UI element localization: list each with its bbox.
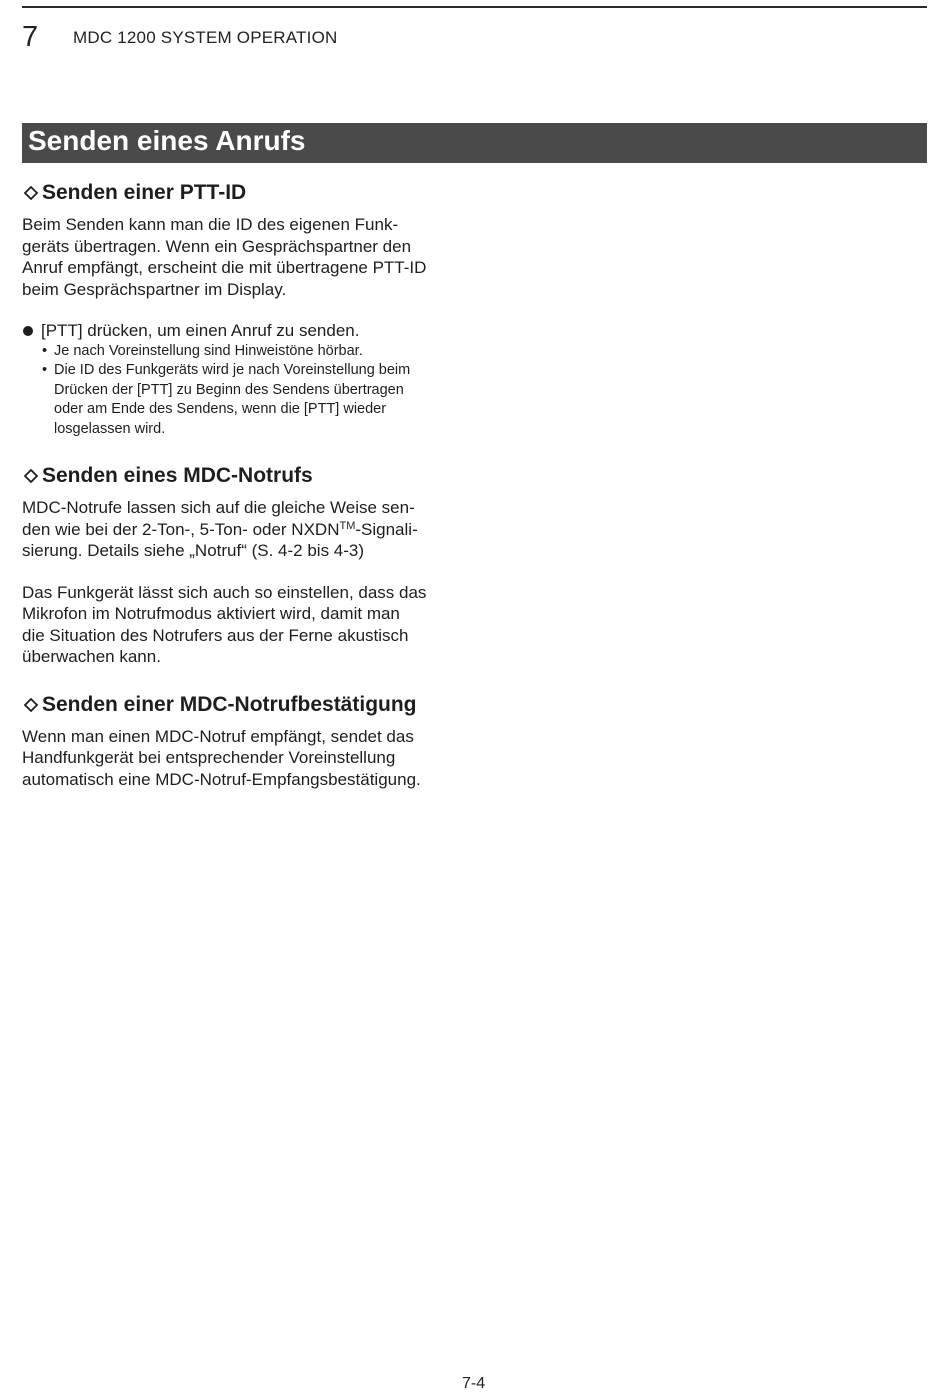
bullet-dot-icon: • bbox=[42, 342, 48, 359]
subheading-text: Senden einer PTT-ID bbox=[42, 181, 247, 204]
sub-bullet-text bbox=[54, 361, 410, 439]
text-line: MDC-Notrufe lassen sich auf die gleiche Weise sen- bbox=[22, 498, 415, 517]
text-line: überwachen kann. bbox=[22, 647, 161, 666]
trademark-superscript: TM bbox=[339, 519, 356, 532]
chapter-number: 7 bbox=[22, 21, 39, 53]
text-line: Handfunkgerät bei entsprechender Voreinstellung bbox=[22, 748, 396, 767]
text-line: automatisch eine MDC-Notruf-Empfangsbestätigung. bbox=[22, 769, 421, 789]
text-line: sierung. Details siehe „Notruf“ (S. 4-2 bis 4-3) bbox=[22, 541, 365, 560]
subheading-text: Senden eines MDC-Notrufs bbox=[42, 464, 313, 487]
bullet-item bbox=[22, 320, 452, 342]
text-line: die Situation des Notrufers aus der Ferne akustisch bbox=[22, 625, 409, 645]
text-line: Beim Senden kann man die ID des eigenen Funk- bbox=[22, 215, 399, 234]
bullet-text: [PTT] drücken, um einen Anruf zu senden. bbox=[41, 321, 360, 340]
bullet-dot-icon: • bbox=[42, 362, 48, 378]
paragraph bbox=[22, 582, 452, 668]
sub-bullet-item bbox=[42, 361, 452, 439]
text-line: Das Funkgerät lässt sich auch so einstellen, dass das bbox=[22, 582, 427, 602]
text-line: Drücken der [PTT] zu Beginn des Sendens übertragen bbox=[54, 381, 404, 398]
diamond-outline-icon bbox=[24, 186, 38, 200]
sub-bullet-item bbox=[42, 342, 452, 362]
text-line: losgelassen wird. bbox=[54, 420, 166, 437]
paragraph bbox=[22, 214, 452, 300]
main-content bbox=[22, 180, 452, 790]
filled-circle-icon bbox=[23, 326, 33, 336]
text-line: oder am Ende des Sendens, wenn die [PTT] wieder bbox=[54, 401, 387, 417]
diamond-outline-icon bbox=[24, 698, 38, 712]
text-line: Wenn man einen MDC-Notruf empfängt, sendet das bbox=[22, 726, 414, 746]
subheading-mdc-notrufbestaetigung bbox=[22, 692, 452, 718]
paragraph bbox=[22, 497, 452, 562]
diamond-outline-icon bbox=[24, 469, 38, 483]
text-line: Die ID des Funkgeräts wird je nach Voreinstellung beim bbox=[54, 362, 411, 378]
top-rule bbox=[22, 6, 927, 8]
text-line: geräts übertragen. Wenn ein Gesprächspartner den bbox=[22, 236, 412, 256]
text-line: Anruf empfängt, erscheint die mit übertragene PTT-ID bbox=[22, 258, 427, 277]
paragraph bbox=[22, 726, 452, 791]
subheading-text: Senden einer MDC-Notrufbestätigung bbox=[42, 692, 417, 716]
sub-bullet-text: Je nach Voreinstellung sind Hinweistöne hörbar. bbox=[54, 342, 363, 359]
chapter-title: MDC 1200 SYSTEM OPERATION bbox=[73, 28, 338, 47]
section-title: Senden eines Anrufs bbox=[28, 125, 306, 156]
text-segment: -Signali- bbox=[355, 519, 418, 539]
subheading-mdc-notruf bbox=[22, 463, 452, 489]
text-line: beim Gesprächspartner im Display. bbox=[22, 279, 287, 299]
text-line: Mikrofon im Notrufmodus aktiviert wird, damit man bbox=[22, 604, 400, 623]
page-number: 7-4 bbox=[462, 1375, 486, 1392]
subheading-ptt-id bbox=[22, 180, 452, 206]
text-segment: den wie bei der 2-Ton-, 5-Ton- oder NXDN bbox=[22, 519, 340, 539]
section-title-bar bbox=[22, 123, 927, 163]
text-line bbox=[22, 520, 418, 539]
